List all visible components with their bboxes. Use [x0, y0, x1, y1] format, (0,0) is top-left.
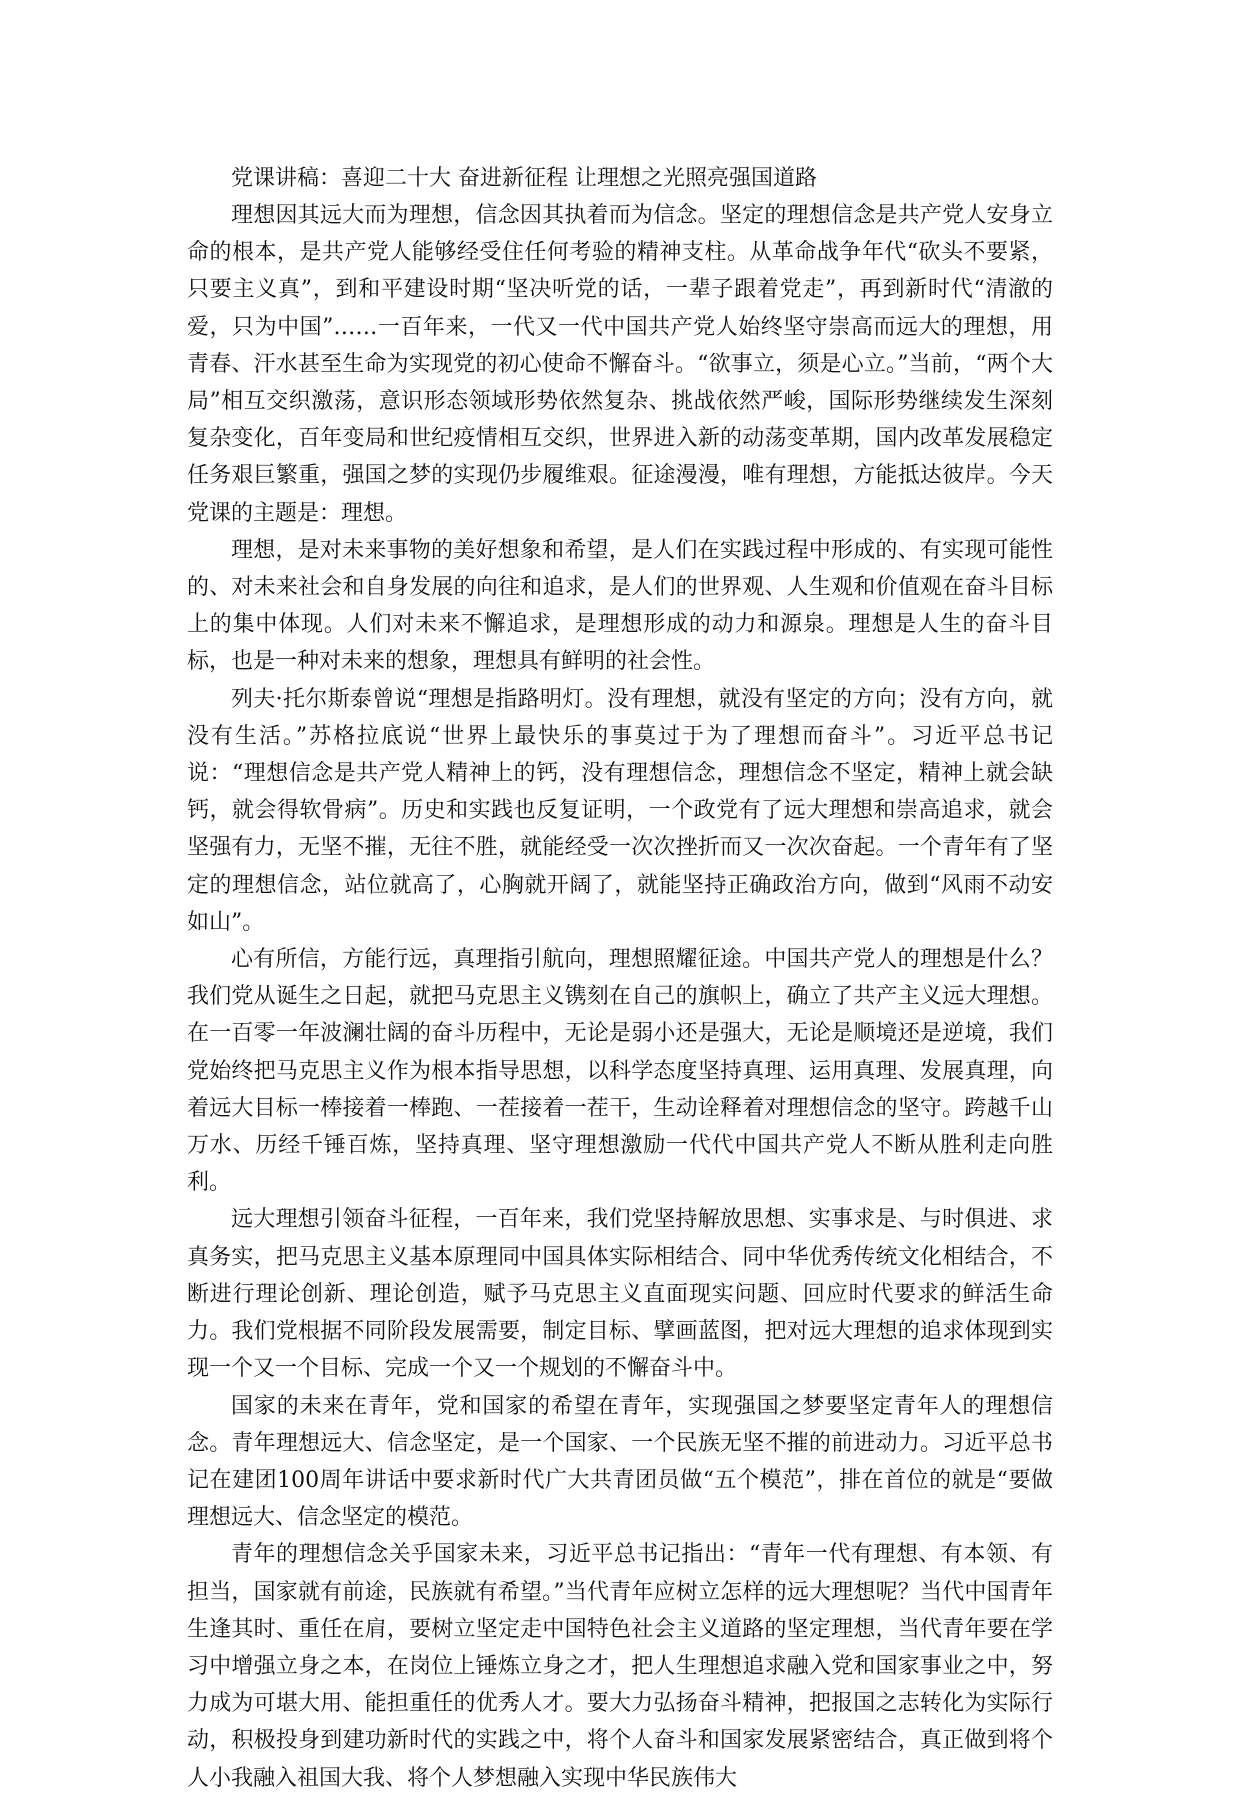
document-title: 党课讲稿：喜迎二十大 奋进新征程 让理想之光照亮强国道路	[231, 166, 817, 191]
paragraph-7: 青年的理想信念关乎国家未来，习近平总书记指出：“青年一代有理想、有本领、有担当，国家就有前途，民族就有希望。”当代青年应树立怎样的远大理想呢？当代中国青年生逢其时、重任在肩，要树立坚定走中国特色社会主义道路的坚定理想，当代青年要在学习中增强立身之本，在岗位上锤炼立身之才，把人生理想追求融入党和国家事业之中，努力成为可堪大用、能担重任的优秀人才。要大力弘扬奋斗精神，把报国之志转化为实际行动，积极投身到建功新时代的实践之中，将个人奋斗和国家发展紧密结合，真正做到将个人小我融入祖国大我、将个人梦想融入实现中华民族伟大	[187, 1542, 1054, 1791]
paragraph-1: 理想因其远大而为理想，信念因其执着而为信念。坚定的理想信念是共产党人安身立命的根本，是共产党人能够经受住任何考验的精神支柱。从革命战争年代“砍头不要紧，只要主义真”，到和平建设时期“坚决听党的话，一辈子跟着党走”，再到新时代“清澈的爱，只为中国”……一百年来，一代又一代中国共产党人始终坚守崇高而远大的理想，用青春、汗水甚至生命为实现党的初心使命不懈奋斗。“欲事立，须是心立。”当前，“两个大局”相互交织激荡，意识形态领域形势依然复杂、挑战依然严峻，国际形势继续发生深刻复杂变化，百年变局和世纪疫情相互交织，世界进入新的动荡变革期，国内改革发展稳定任务艰巨繁重，强国之梦的实现仍步履维艰。征途漫漫，唯有理想，方能抵达彼岸。今天党课的主题是：理想。	[187, 203, 1053, 526]
paragraph-4: 心有所信，方能行远，真理指引航向，理想照耀征途。中国共产党人的理想是什么？我们党从诞生之日起，就把马克思主义镌刻在自己的旗帜上，确立了共产主义远大理想。在一百零一年波澜壮阔的奋斗历程中，无论是弱小还是强大，无论是顺境还是逆境，我们党始终把马克思主义作为根本指导思想，以科学态度坚持真理、运用真理、发展真理，向着远大目标一棒接着一棒跑、一茬接着一茬干，生动诠释着对理想信念的坚守。跨越千山万水、历经千锤百炼，坚持真理、坚守理想激励一代代中国共产党人不断从胜利走向胜利。	[187, 947, 1053, 1196]
document-page	[187, 160, 1053, 1797]
paragraph-5: 远大理想引领奋斗征程，一百年来，我们党坚持解放思想、实事求是、与时俱进、求真务实，把马克思主义基本原理同中国具体实际相结合、同中华优秀传统文化相结合，不断进行理论创新、理论创造，赋予马克思主义直面现实问题、回应时代要求的鲜活生命力。我们党根据不同阶段发展需要，制定目标、擘画蓝图，把对远大理想的追求体现到实现一个又一个目标、完成一个又一个规划的不懈奋斗中。	[187, 1207, 1053, 1382]
paragraph-6: 国家的未来在青年，党和国家的希望在青年，实现强国之梦要坚定青年人的理想信念。青年理想远大、信念坚定，是一个国家、一个民族无坚不摧的前进动力。习近平总书记在建团100周年讲话中要求新时代广大共青团员做“五个模范”，排在首位的就是“要做理想远大、信念坚定的模范。	[187, 1393, 1053, 1531]
paragraph-2: 理想，是对未来事物的美好想象和希望，是人们在实践过程中形成的、有实现可能性的、对未来社会和自身发展的向往和追求，是人们的世界观、人生观和价值观在奋斗目标上的集中体现。人们对未来不懈追求，是理想形成的动力和源泉。理想是人生的奋斗目标，也是一种对未来的想象，理想具有鲜明的社会性。	[187, 537, 1053, 675]
paragraph-3: 列夫·托尔斯泰曾说“理想是指路明灯。没有理想，就没有坚定的方向；没有方向，就没有生活。”苏格拉底说“世界上最快乐的事莫过于为了理想而奋斗”。习近平总书记说：“理想信念是共产党人精神上的钙，没有理想信念，理想信念不坚定，精神上就会缺钙，就会得软骨病”。历史和实践也反复证明，一个政党有了远大理想和崇高追求，就会坚强有力，无坚不摧，无往不胜，就能经受一次次挫折而又一次次奋起。一个青年有了坚定的理想信念，站位就高了，心胸就开阔了，就能坚持正确政治方向，做到“风雨不动安如山”。	[187, 686, 1053, 935]
